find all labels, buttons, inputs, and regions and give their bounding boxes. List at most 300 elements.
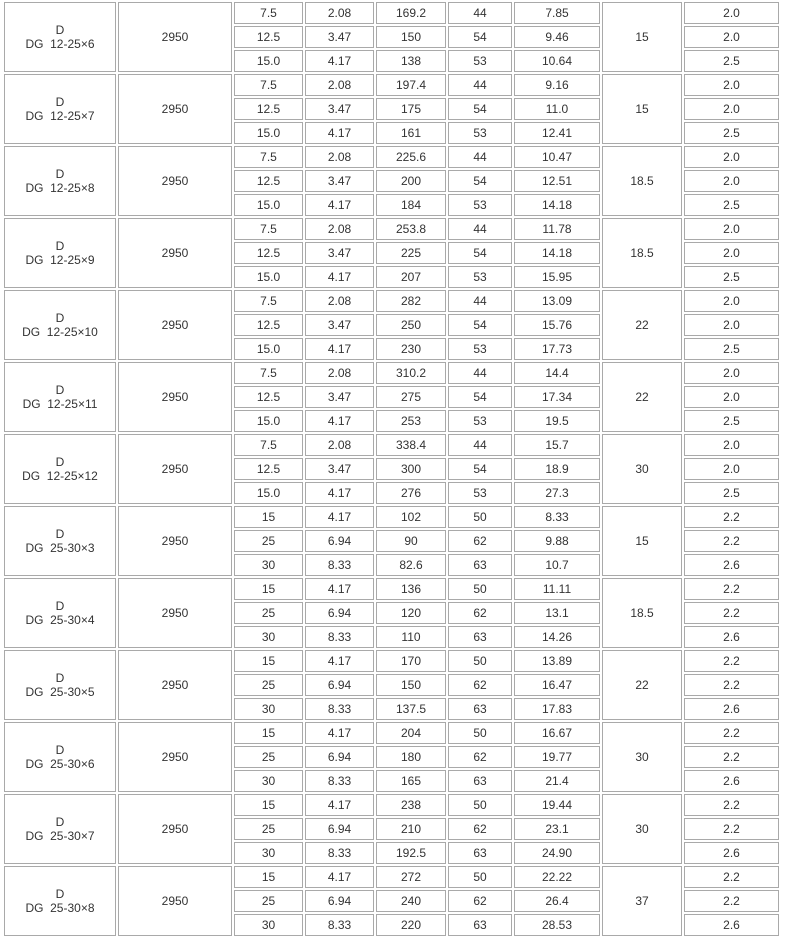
table-row (4, 794, 779, 816)
motor-power-cell: 22 (602, 650, 682, 720)
flow-ls-cell: 3.47 (305, 458, 374, 480)
npsh-cell: 2.0 (684, 2, 779, 24)
npsh-cell: 2.5 (684, 122, 779, 144)
npsh-cell: 2.0 (684, 314, 779, 336)
flow-ls-cell: 4.17 (305, 866, 374, 888)
efficiency-cell: 63 (448, 914, 512, 936)
flow-m3h-cell: 7.5 (234, 434, 303, 456)
flow-m3h-cell: 25 (234, 674, 303, 696)
head-cell: 150 (376, 26, 446, 48)
model-name: DG 12-25×11 (22, 397, 98, 411)
flow-m3h-cell: 15.0 (234, 338, 303, 360)
head-cell: 180 (376, 746, 446, 768)
npsh-cell: 2.2 (684, 722, 779, 744)
head-cell: 210 (376, 818, 446, 840)
shaft-power-cell: 19.5 (514, 410, 600, 432)
npsh-cell: 2.0 (684, 458, 779, 480)
flow-ls-cell: 4.17 (305, 482, 374, 504)
flow-ls-cell: 8.33 (305, 842, 374, 864)
efficiency-cell: 53 (448, 194, 512, 216)
head-cell: 204 (376, 722, 446, 744)
flow-m3h-cell: 15 (234, 722, 303, 744)
head-cell: 170 (376, 650, 446, 672)
motor-power-cell: 30 (602, 722, 682, 792)
efficiency-cell: 63 (448, 698, 512, 720)
shaft-power-cell: 19.44 (514, 794, 600, 816)
table-row (4, 362, 779, 384)
flow-ls-cell: 2.08 (305, 434, 374, 456)
motor-power-cell: 15 (602, 74, 682, 144)
efficiency-cell: 44 (448, 434, 512, 456)
efficiency-cell: 63 (448, 842, 512, 864)
npsh-cell: 2.6 (684, 770, 779, 792)
speed-cell: 2950 (118, 722, 232, 792)
motor-power-cell: 18.5 (602, 578, 682, 648)
npsh-cell: 2.0 (684, 98, 779, 120)
npsh-cell: 2.0 (684, 362, 779, 384)
flow-m3h-cell: 15 (234, 650, 303, 672)
flow-ls-cell: 6.94 (305, 818, 374, 840)
shaft-power-cell: 27.3 (514, 482, 600, 504)
model-cell (4, 578, 116, 648)
model-cell (4, 650, 116, 720)
npsh-cell: 2.2 (684, 746, 779, 768)
efficiency-cell: 62 (448, 602, 512, 624)
head-cell: 207 (376, 266, 446, 288)
flow-ls-cell: 8.33 (305, 554, 374, 576)
head-cell: 82.6 (376, 554, 446, 576)
motor-power-cell: 37 (602, 866, 682, 936)
head-cell: 338.4 (376, 434, 446, 456)
model-prefix: D (55, 167, 65, 181)
model-cell (4, 794, 116, 864)
speed-cell: 2950 (118, 146, 232, 216)
efficiency-cell: 50 (448, 722, 512, 744)
efficiency-cell: 62 (448, 530, 512, 552)
motor-power-cell: 15 (602, 506, 682, 576)
shaft-power-cell: 21.4 (514, 770, 600, 792)
npsh-cell: 2.6 (684, 554, 779, 576)
shaft-power-cell: 15.95 (514, 266, 600, 288)
speed-cell: 2950 (118, 290, 232, 360)
efficiency-cell: 63 (448, 626, 512, 648)
efficiency-cell: 53 (448, 50, 512, 72)
flow-ls-cell: 8.33 (305, 698, 374, 720)
npsh-cell: 2.6 (684, 626, 779, 648)
head-cell: 175 (376, 98, 446, 120)
npsh-cell: 2.6 (684, 698, 779, 720)
head-cell: 300 (376, 458, 446, 480)
table-row (4, 722, 779, 744)
speed-cell: 2950 (118, 74, 232, 144)
pump-spec-table (2, 0, 781, 938)
flow-m3h-cell: 7.5 (234, 362, 303, 384)
table-row (4, 218, 779, 240)
model-cell (4, 218, 116, 288)
flow-ls-cell: 8.33 (305, 914, 374, 936)
npsh-cell: 2.2 (684, 890, 779, 912)
model-name: DG 25-30×3 (25, 541, 95, 555)
flow-ls-cell: 4.17 (305, 650, 374, 672)
flow-ls-cell: 6.94 (305, 530, 374, 552)
npsh-cell: 2.6 (684, 914, 779, 936)
model-name: DG 25-30×6 (25, 757, 95, 771)
flow-ls-cell: 3.47 (305, 98, 374, 120)
flow-m3h-cell: 25 (234, 818, 303, 840)
model-prefix: D (55, 599, 65, 613)
flow-m3h-cell: 25 (234, 602, 303, 624)
shaft-power-cell: 11.78 (514, 218, 600, 240)
model-name: DG 25-30×5 (25, 685, 95, 699)
efficiency-cell: 50 (448, 578, 512, 600)
flow-ls-cell: 4.17 (305, 338, 374, 360)
model-cell (4, 74, 116, 144)
shaft-power-cell: 12.51 (514, 170, 600, 192)
speed-cell: 2950 (118, 650, 232, 720)
flow-m3h-cell: 7.5 (234, 2, 303, 24)
speed-cell: 2950 (118, 794, 232, 864)
speed-cell: 2950 (118, 578, 232, 648)
shaft-power-cell: 7.85 (514, 2, 600, 24)
flow-ls-cell: 2.08 (305, 74, 374, 96)
model-cell (4, 506, 116, 576)
flow-ls-cell: 2.08 (305, 290, 374, 312)
shaft-power-cell: 11.0 (514, 98, 600, 120)
npsh-cell: 2.2 (684, 530, 779, 552)
efficiency-cell: 54 (448, 170, 512, 192)
model-name: DG 12-25×9 (25, 253, 95, 267)
efficiency-cell: 62 (448, 674, 512, 696)
shaft-power-cell: 24.90 (514, 842, 600, 864)
npsh-cell: 2.0 (684, 242, 779, 264)
npsh-cell: 2.5 (684, 410, 779, 432)
head-cell: 161 (376, 122, 446, 144)
flow-ls-cell: 3.47 (305, 242, 374, 264)
shaft-power-cell: 9.16 (514, 74, 600, 96)
model-cell (4, 866, 116, 936)
flow-m3h-cell: 15.0 (234, 482, 303, 504)
npsh-cell: 2.2 (684, 866, 779, 888)
flow-m3h-cell: 15 (234, 506, 303, 528)
flow-ls-cell: 4.17 (305, 722, 374, 744)
flow-m3h-cell: 7.5 (234, 74, 303, 96)
model-prefix: D (55, 815, 65, 829)
npsh-cell: 2.0 (684, 26, 779, 48)
shaft-power-cell: 15.7 (514, 434, 600, 456)
model-cell (4, 434, 116, 504)
model-prefix: D (55, 95, 65, 109)
shaft-power-cell: 10.47 (514, 146, 600, 168)
speed-cell: 2950 (118, 2, 232, 72)
motor-power-cell: 18.5 (602, 146, 682, 216)
efficiency-cell: 53 (448, 122, 512, 144)
flow-ls-cell: 6.94 (305, 602, 374, 624)
efficiency-cell: 54 (448, 458, 512, 480)
shaft-power-cell: 28.53 (514, 914, 600, 936)
npsh-cell: 2.5 (684, 338, 779, 360)
shaft-power-cell: 12.41 (514, 122, 600, 144)
motor-power-cell: 18.5 (602, 218, 682, 288)
head-cell: 230 (376, 338, 446, 360)
npsh-cell: 2.2 (684, 506, 779, 528)
npsh-cell: 2.0 (684, 218, 779, 240)
flow-ls-cell: 4.17 (305, 266, 374, 288)
head-cell: 169.2 (376, 2, 446, 24)
shaft-power-cell: 17.73 (514, 338, 600, 360)
head-cell: 150 (376, 674, 446, 696)
efficiency-cell: 44 (448, 2, 512, 24)
efficiency-cell: 50 (448, 506, 512, 528)
head-cell: 220 (376, 914, 446, 936)
efficiency-cell: 44 (448, 362, 512, 384)
efficiency-cell: 54 (448, 26, 512, 48)
table-row (4, 74, 779, 96)
head-cell: 165 (376, 770, 446, 792)
model-name: DG 12-25×6 (25, 37, 95, 51)
model-cell (4, 146, 116, 216)
efficiency-cell: 44 (448, 218, 512, 240)
npsh-cell: 2.5 (684, 266, 779, 288)
shaft-power-cell: 18.9 (514, 458, 600, 480)
head-cell: 184 (376, 194, 446, 216)
flow-m3h-cell: 15.0 (234, 266, 303, 288)
flow-ls-cell: 3.47 (305, 386, 374, 408)
model-prefix: D (55, 743, 65, 757)
npsh-cell: 2.5 (684, 482, 779, 504)
head-cell: 110 (376, 626, 446, 648)
shaft-power-cell: 23.1 (514, 818, 600, 840)
speed-cell: 2950 (118, 362, 232, 432)
model-prefix: D (55, 887, 65, 901)
efficiency-cell: 63 (448, 554, 512, 576)
model-name: DG 25-30×8 (25, 901, 95, 915)
flow-ls-cell: 6.94 (305, 674, 374, 696)
flow-ls-cell: 4.17 (305, 50, 374, 72)
flow-m3h-cell: 30 (234, 842, 303, 864)
flow-m3h-cell: 15 (234, 578, 303, 600)
shaft-power-cell: 11.11 (514, 578, 600, 600)
model-prefix: D (55, 671, 65, 685)
table-body (4, 2, 779, 936)
flow-ls-cell: 8.33 (305, 770, 374, 792)
model-prefix: D (55, 23, 65, 37)
table-row (4, 650, 779, 672)
head-cell: 253 (376, 410, 446, 432)
efficiency-cell: 62 (448, 890, 512, 912)
shaft-power-cell: 14.26 (514, 626, 600, 648)
head-cell: 90 (376, 530, 446, 552)
flow-m3h-cell: 12.5 (234, 170, 303, 192)
npsh-cell: 2.0 (684, 170, 779, 192)
flow-m3h-cell: 25 (234, 530, 303, 552)
flow-m3h-cell: 7.5 (234, 146, 303, 168)
model-name: DG 12-25×10 (22, 325, 98, 339)
table-row (4, 434, 779, 456)
flow-m3h-cell: 12.5 (234, 314, 303, 336)
npsh-cell: 2.2 (684, 650, 779, 672)
efficiency-cell: 44 (448, 146, 512, 168)
efficiency-cell: 54 (448, 242, 512, 264)
efficiency-cell: 50 (448, 650, 512, 672)
npsh-cell: 2.5 (684, 194, 779, 216)
npsh-cell: 2.6 (684, 842, 779, 864)
head-cell: 120 (376, 602, 446, 624)
shaft-power-cell: 19.77 (514, 746, 600, 768)
model-cell (4, 722, 116, 792)
flow-m3h-cell: 7.5 (234, 218, 303, 240)
head-cell: 225.6 (376, 146, 446, 168)
shaft-power-cell: 13.1 (514, 602, 600, 624)
model-name: DG 25-30×4 (25, 613, 95, 627)
model-cell (4, 2, 116, 72)
flow-m3h-cell: 30 (234, 770, 303, 792)
shaft-power-cell: 17.34 (514, 386, 600, 408)
flow-m3h-cell: 7.5 (234, 290, 303, 312)
head-cell: 137.5 (376, 698, 446, 720)
flow-m3h-cell: 15.0 (234, 50, 303, 72)
flow-m3h-cell: 15.0 (234, 122, 303, 144)
table-row (4, 2, 779, 24)
flow-m3h-cell: 30 (234, 698, 303, 720)
flow-ls-cell: 4.17 (305, 794, 374, 816)
flow-ls-cell: 2.08 (305, 362, 374, 384)
flow-ls-cell: 2.08 (305, 146, 374, 168)
efficiency-cell: 53 (448, 338, 512, 360)
head-cell: 250 (376, 314, 446, 336)
head-cell: 282 (376, 290, 446, 312)
shaft-power-cell: 17.83 (514, 698, 600, 720)
npsh-cell: 2.0 (684, 434, 779, 456)
efficiency-cell: 44 (448, 74, 512, 96)
shaft-power-cell: 10.64 (514, 50, 600, 72)
flow-m3h-cell: 15.0 (234, 410, 303, 432)
head-cell: 197.4 (376, 74, 446, 96)
npsh-cell: 2.0 (684, 146, 779, 168)
efficiency-cell: 62 (448, 818, 512, 840)
flow-ls-cell: 6.94 (305, 746, 374, 768)
head-cell: 253.8 (376, 218, 446, 240)
head-cell: 200 (376, 170, 446, 192)
model-name: DG 12-25×12 (22, 469, 98, 483)
efficiency-cell: 54 (448, 386, 512, 408)
efficiency-cell: 62 (448, 746, 512, 768)
efficiency-cell: 53 (448, 266, 512, 288)
table-row (4, 146, 779, 168)
flow-m3h-cell: 15.0 (234, 194, 303, 216)
flow-ls-cell: 3.47 (305, 314, 374, 336)
head-cell: 276 (376, 482, 446, 504)
efficiency-cell: 53 (448, 410, 512, 432)
flow-m3h-cell: 30 (234, 626, 303, 648)
table-row (4, 506, 779, 528)
flow-ls-cell: 3.47 (305, 170, 374, 192)
flow-m3h-cell: 12.5 (234, 26, 303, 48)
flow-ls-cell: 4.17 (305, 410, 374, 432)
shaft-power-cell: 26.4 (514, 890, 600, 912)
motor-power-cell: 30 (602, 434, 682, 504)
flow-m3h-cell: 12.5 (234, 98, 303, 120)
table-row (4, 578, 779, 600)
head-cell: 310.2 (376, 362, 446, 384)
npsh-cell: 2.0 (684, 290, 779, 312)
model-prefix: D (55, 383, 65, 397)
shaft-power-cell: 13.09 (514, 290, 600, 312)
efficiency-cell: 44 (448, 290, 512, 312)
shaft-power-cell: 15.76 (514, 314, 600, 336)
head-cell: 238 (376, 794, 446, 816)
npsh-cell: 2.2 (684, 794, 779, 816)
model-cell (4, 290, 116, 360)
flow-m3h-cell: 15 (234, 794, 303, 816)
shaft-power-cell: 14.18 (514, 242, 600, 264)
model-name: DG 12-25×8 (25, 181, 95, 195)
shaft-power-cell: 9.88 (514, 530, 600, 552)
flow-m3h-cell: 25 (234, 746, 303, 768)
efficiency-cell: 54 (448, 314, 512, 336)
model-name: DG 12-25×7 (25, 109, 95, 123)
npsh-cell: 2.0 (684, 386, 779, 408)
speed-cell: 2950 (118, 506, 232, 576)
npsh-cell: 2.2 (684, 602, 779, 624)
model-prefix: D (55, 527, 65, 541)
efficiency-cell: 54 (448, 98, 512, 120)
flow-ls-cell: 8.33 (305, 626, 374, 648)
flow-ls-cell: 4.17 (305, 122, 374, 144)
npsh-cell: 2.5 (684, 50, 779, 72)
shaft-power-cell: 14.18 (514, 194, 600, 216)
motor-power-cell: 22 (602, 290, 682, 360)
shaft-power-cell: 9.46 (514, 26, 600, 48)
head-cell: 192.5 (376, 842, 446, 864)
flow-ls-cell: 2.08 (305, 218, 374, 240)
flow-m3h-cell: 25 (234, 890, 303, 912)
flow-m3h-cell: 12.5 (234, 242, 303, 264)
table-row (4, 866, 779, 888)
motor-power-cell: 15 (602, 2, 682, 72)
npsh-cell: 2.2 (684, 674, 779, 696)
head-cell: 138 (376, 50, 446, 72)
motor-power-cell: 22 (602, 362, 682, 432)
head-cell: 240 (376, 890, 446, 912)
model-prefix: D (55, 455, 65, 469)
shaft-power-cell: 16.47 (514, 674, 600, 696)
head-cell: 272 (376, 866, 446, 888)
shaft-power-cell: 22.22 (514, 866, 600, 888)
flow-m3h-cell: 12.5 (234, 458, 303, 480)
flow-ls-cell: 6.94 (305, 890, 374, 912)
flow-m3h-cell: 30 (234, 554, 303, 576)
npsh-cell: 2.2 (684, 578, 779, 600)
flow-ls-cell: 2.08 (305, 2, 374, 24)
table-row (4, 290, 779, 312)
head-cell: 102 (376, 506, 446, 528)
flow-m3h-cell: 12.5 (234, 386, 303, 408)
efficiency-cell: 50 (448, 794, 512, 816)
flow-m3h-cell: 15 (234, 866, 303, 888)
speed-cell: 2950 (118, 218, 232, 288)
efficiency-cell: 53 (448, 482, 512, 504)
shaft-power-cell: 10.7 (514, 554, 600, 576)
model-prefix: D (55, 311, 65, 325)
head-cell: 275 (376, 386, 446, 408)
shaft-power-cell: 14.4 (514, 362, 600, 384)
motor-power-cell: 30 (602, 794, 682, 864)
flow-ls-cell: 3.47 (305, 26, 374, 48)
efficiency-cell: 50 (448, 866, 512, 888)
head-cell: 136 (376, 578, 446, 600)
shaft-power-cell: 13.89 (514, 650, 600, 672)
flow-ls-cell: 4.17 (305, 506, 374, 528)
